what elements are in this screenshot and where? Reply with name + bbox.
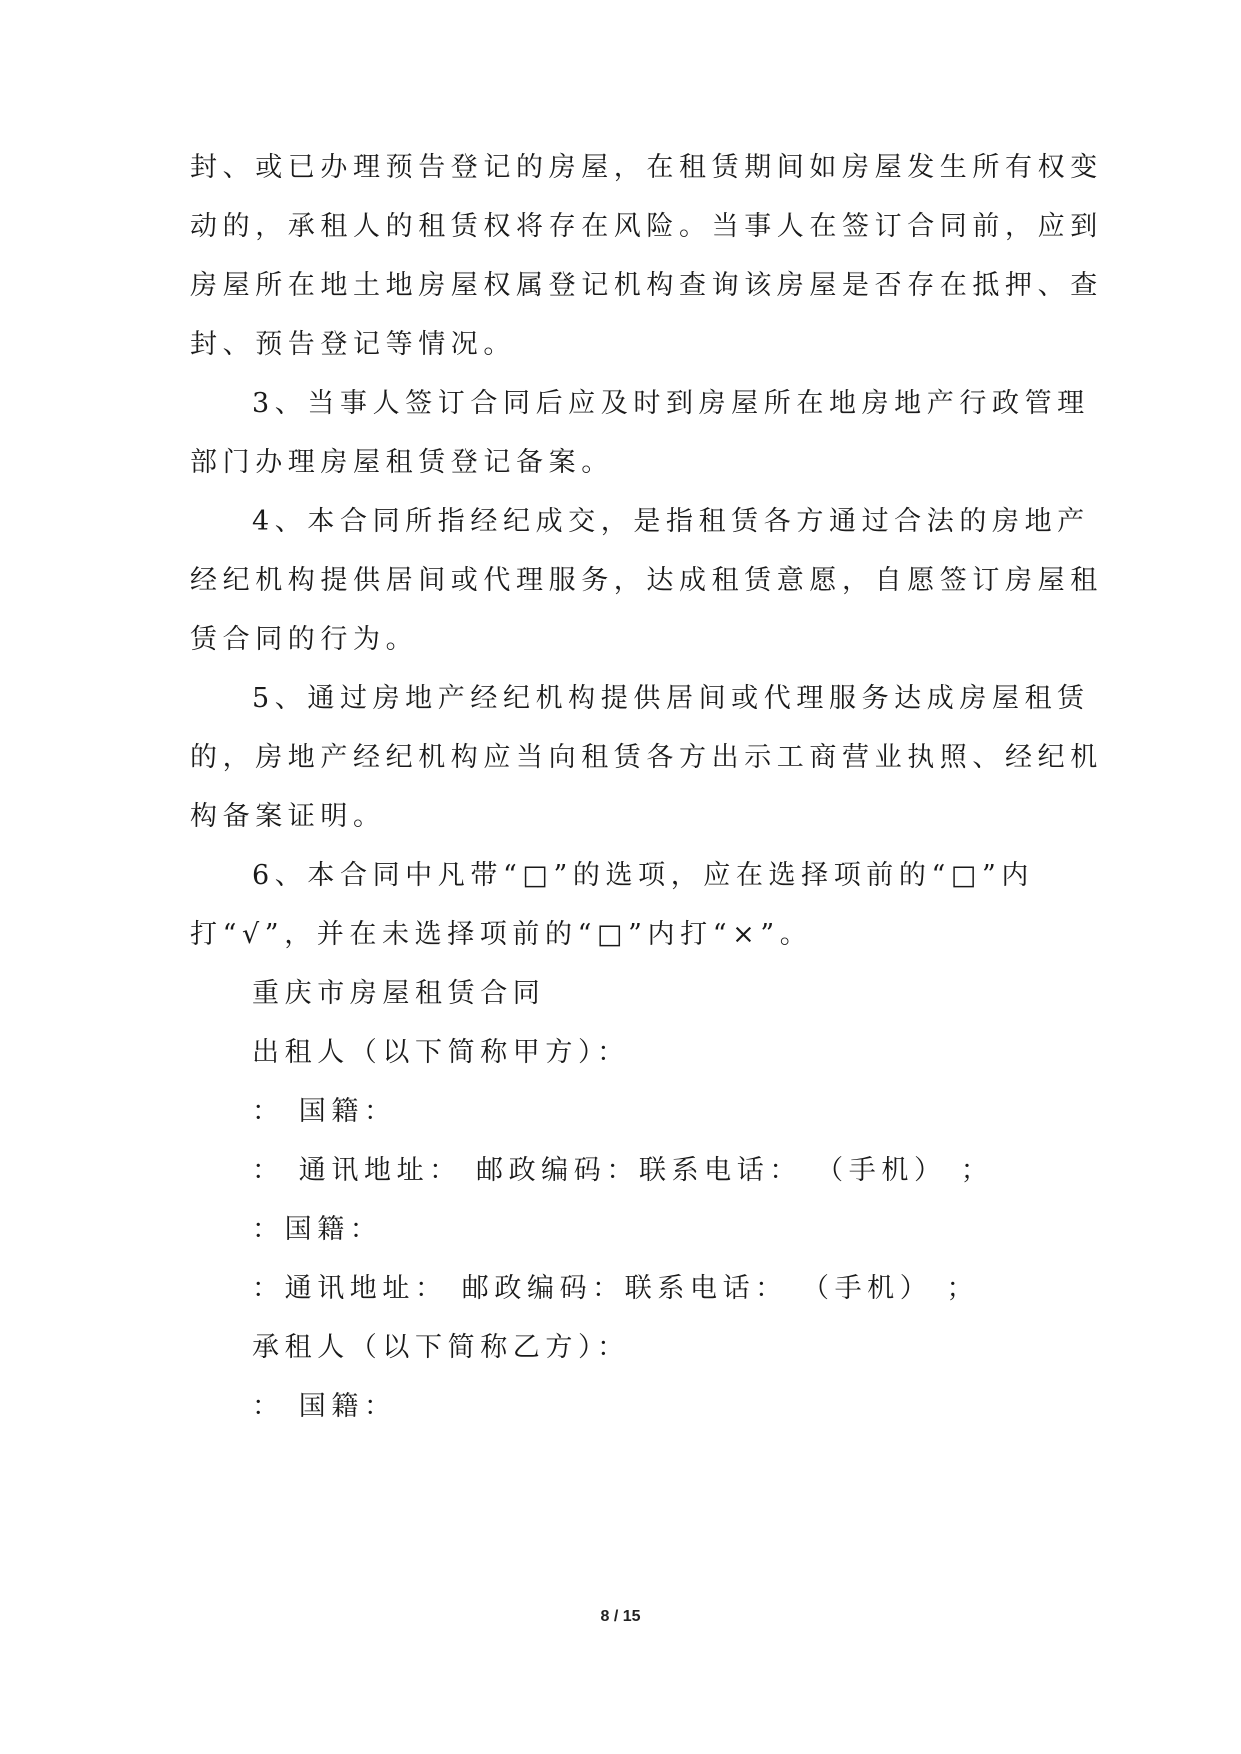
numbered-item-5-continuation: 的，房地产经纪机构应当向租赁各方出示工商营业执照、经纪机 <box>190 742 1103 773</box>
lessee-nationality-field: ： 国籍： <box>252 1391 397 1422</box>
lessor2-contact-field: ：通讯地址： 邮政编码：联系电话： （手机） ； <box>252 1273 980 1304</box>
numbered-item-3-line: 3、当事人签订合同后应及时到房屋所在地房地产行政管理 <box>252 388 1090 419</box>
numbered-item-3-continuation: 部门办理房屋租赁登记备案。 <box>190 447 614 478</box>
lessor-heading: 出租人（以下简称甲方）： <box>252 1037 630 1068</box>
lessor2-nationality-field: ：国籍： <box>252 1214 383 1245</box>
numbered-item-5-continuation: 构备案证明。 <box>190 801 386 832</box>
numbered-item-6-line: 6、本合同中凡带“□”的选项，应在选择项前的“□”内 <box>252 860 1035 891</box>
body-text-line: 房屋所在地土地房屋权属登记机构查询该房屋是否存在抵押、查 <box>190 270 1103 301</box>
lessor-contact-field: ： 通讯地址： 邮政编码：联系电话： （手机） ； <box>252 1155 994 1186</box>
body-text-line: 封、或已办理预告登记的房屋，在租赁期间如房屋发生所有权变 <box>190 152 1103 183</box>
numbered-item-6-continuation: 打“√”，并在未选择项前的“□”内打“×”。 <box>190 919 813 950</box>
body-text-line: 动的，承租人的租赁权将存在风险。当事人在签订合同前，应到 <box>190 211 1103 242</box>
numbered-item-4-continuation: 赁合同的行为。 <box>190 624 419 655</box>
contract-title: 重庆市房屋租赁合同 <box>252 978 546 1009</box>
numbered-item-4-continuation: 经纪机构提供居间或代理服务，达成租赁意愿，自愿签订房屋租 <box>190 565 1103 596</box>
page-number: 8 / 15 <box>600 1608 641 1625</box>
numbered-item-5-line: 5、通过房地产经纪机构提供居间或代理服务达成房屋租赁 <box>252 683 1090 714</box>
lessor-nationality-field: ： 国籍： <box>252 1096 397 1127</box>
numbered-item-4-line: 4、本合同所指经纪成交，是指租赁各方通过合法的房地产 <box>252 506 1090 537</box>
body-text-line: 封、预告登记等情况。 <box>190 329 516 360</box>
lessee-heading: 承租人（以下简称乙方）： <box>252 1332 630 1363</box>
